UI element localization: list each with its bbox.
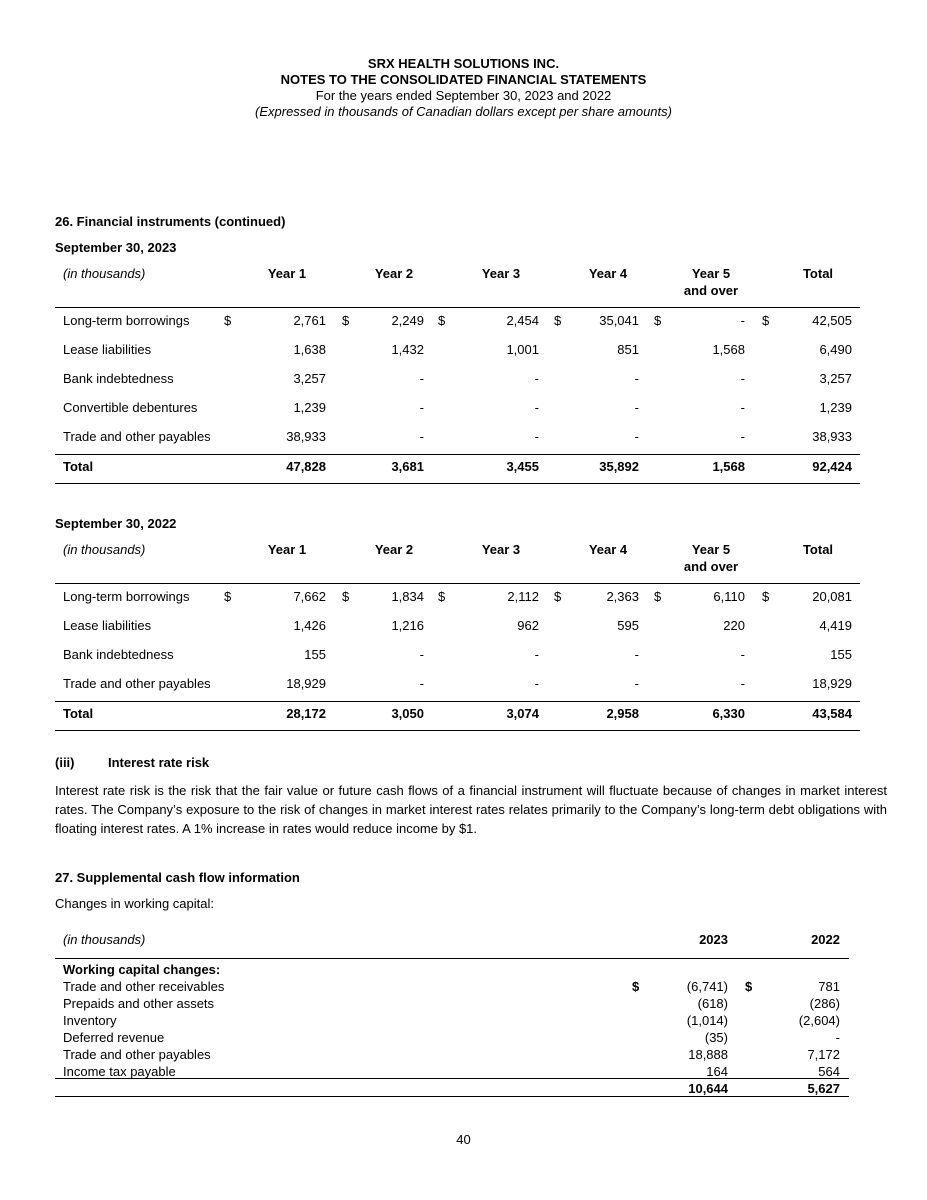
table-total-cell: 43,584: [812, 706, 852, 721]
wc-subheading: Working capital changes:: [63, 962, 221, 977]
table-cell: -: [534, 371, 539, 386]
interest-risk-heading: Interest rate risk: [108, 755, 210, 770]
table-cell: -: [634, 400, 639, 415]
table-row-label: Lease liabilities: [63, 618, 152, 633]
table-row-label: Convertible debentures: [63, 400, 198, 415]
table-cell: -: [534, 647, 539, 662]
note-26-heading: 26. Financial instruments (continued): [55, 214, 286, 229]
wc-value-2022: 7,172: [807, 1047, 840, 1062]
table-cell: 35,041: [599, 313, 639, 328]
table-total-label: Total: [63, 459, 94, 474]
table-row-label: Long-term borrowings: [63, 313, 190, 328]
column-header-sub: and over: [683, 283, 739, 298]
table-cell: 1,834: [391, 589, 424, 604]
column-header: Year 3: [481, 542, 521, 557]
wc-unit-label: (in thousands): [63, 932, 146, 947]
wc-col-2022: 2022: [811, 932, 840, 947]
dollar-sign: $: [654, 313, 662, 328]
table-cell: 1,239: [819, 400, 852, 415]
table-cell: -: [534, 429, 539, 444]
table-cell: 4,419: [819, 618, 852, 633]
table-cell: 3,257: [293, 371, 326, 386]
wc-value-2022: -: [835, 1030, 840, 1045]
interest-risk-marker: (iii): [55, 755, 75, 770]
table-cell: -: [634, 371, 639, 386]
table-cell: 1,426: [293, 618, 326, 633]
table-total-cell: 3,074: [506, 706, 539, 721]
wc-header-rule: [55, 958, 849, 959]
column-header: Year 2: [374, 266, 414, 281]
wc-row-label: Deferred revenue: [63, 1030, 165, 1045]
note-27-heading: 27. Supplemental cash flow information: [55, 870, 300, 885]
wc-value-2022: (2,604): [798, 1013, 840, 1028]
table-total-rule-bottom: [55, 730, 860, 731]
table-total-label: Total: [63, 706, 94, 721]
table-cell: 38,933: [812, 429, 852, 444]
table-cell: -: [740, 313, 745, 328]
table-cell: 155: [304, 647, 326, 662]
table-cell: -: [740, 371, 745, 386]
table-cell: 1,216: [391, 618, 424, 633]
table-cell: 2,249: [391, 313, 424, 328]
dollar-sign: $: [554, 313, 562, 328]
interest-risk-paragraph: Interest rate risk is the risk that the fair value or future cash flows of a financial instrument will fluctuate because of changes in market interest rates. The Company’s exposure to the risk of changes in market interest rates relates primarily to the Company’s long-term debt obligations with floating interest rates. A 1% increase in rates would reduce income by $1.: [55, 783, 887, 836]
dollar-sign: $: [745, 979, 753, 994]
table-cell: -: [740, 429, 745, 444]
wc-row-label: Prepaids and other assets: [63, 996, 215, 1011]
table-cell: -: [419, 400, 424, 415]
dollar-sign: $: [762, 589, 770, 604]
dollar-sign: $: [654, 589, 662, 604]
table-cell: 1,001: [506, 342, 539, 357]
table-cell: 18,929: [812, 676, 852, 691]
table-date-label: September 30, 2023: [55, 240, 177, 255]
column-header-sub: and over: [683, 559, 739, 574]
table-total-cell: 1,568: [712, 459, 745, 474]
table-row-label: Trade and other payables: [63, 676, 211, 691]
table-row-label: Bank indebtedness: [63, 647, 174, 662]
table-date-label: September 30, 2022: [55, 516, 177, 531]
table-header-rule: [55, 583, 860, 584]
dollar-sign: $: [762, 313, 770, 328]
table-cell: 595: [617, 618, 639, 633]
table-cell: -: [740, 676, 745, 691]
column-header: Total: [802, 266, 834, 281]
working-capital-intro: Changes in working capital:: [55, 896, 214, 911]
table-total-rule-top: [55, 454, 860, 455]
dollar-sign: $: [224, 589, 232, 604]
dollar-sign: $: [632, 979, 640, 994]
table-cell: -: [419, 647, 424, 662]
table-cell: -: [419, 371, 424, 386]
table-cell: 20,081: [812, 589, 852, 604]
wc-value-2022: 564: [818, 1064, 840, 1079]
column-header: Year 3: [481, 266, 521, 281]
table-cell: -: [634, 429, 639, 444]
dollar-sign: $: [342, 589, 350, 604]
table-row-label: Long-term borrowings: [63, 589, 190, 604]
wc-value-2023: (618): [697, 996, 728, 1011]
table-row-label: Bank indebtedness: [63, 371, 174, 386]
table-total-cell: 3,681: [391, 459, 424, 474]
currency-basis: (Expressed in thousands of Canadian dollars except per share amounts): [255, 104, 672, 119]
table-cell: 6,490: [819, 342, 852, 357]
table-total-cell: 92,424: [812, 459, 852, 474]
table-total-cell: 2,958: [606, 706, 639, 721]
wc-value-2023: (1,014): [686, 1013, 728, 1028]
column-header: Total: [802, 542, 834, 557]
table-cell: -: [419, 676, 424, 691]
table-total-rule-bottom: [55, 483, 860, 484]
page-number: 40: [456, 1132, 471, 1147]
table-row-label: Trade and other payables: [63, 429, 211, 444]
wc-col-2023: 2023: [699, 932, 728, 947]
dollar-sign: $: [438, 313, 446, 328]
table-cell: 962: [517, 618, 539, 633]
table-cell: -: [634, 676, 639, 691]
column-header: Year 5: [691, 542, 731, 557]
table-cell: 1,638: [293, 342, 326, 357]
wc-value-2023: 18,888: [688, 1047, 728, 1062]
column-header: Year 4: [588, 542, 628, 557]
wc-total-rule-bottom: [55, 1096, 849, 1097]
wc-row-label: Inventory: [63, 1013, 117, 1028]
document-title: NOTES TO THE CONSOLIDATED FINANCIAL STATEMENTS: [280, 72, 647, 87]
table-cell: 7,662: [293, 589, 326, 604]
column-header: Year 1: [267, 266, 307, 281]
table-cell: 220: [723, 618, 745, 633]
wc-total-rule-top: [55, 1078, 849, 1079]
wc-total-2022: 5,627: [807, 1081, 840, 1096]
column-header: Year 2: [374, 542, 414, 557]
table-cell: 1,568: [712, 342, 745, 357]
table-cell: -: [534, 400, 539, 415]
dollar-sign: $: [438, 589, 446, 604]
company-name: SRX HEALTH SOLUTIONS INC.: [367, 56, 560, 71]
table-total-cell: 28,172: [286, 706, 326, 721]
table-cell: 1,239: [293, 400, 326, 415]
table-row-label: Lease liabilities: [63, 342, 152, 357]
wc-value-2023: (35): [704, 1030, 728, 1045]
table-cell: 42,505: [812, 313, 852, 328]
table-cell: 851: [617, 342, 639, 357]
table-header-rule: [55, 307, 860, 308]
table-cell: 18,929: [286, 676, 326, 691]
dollar-sign: $: [342, 313, 350, 328]
table-total-cell: 3,050: [391, 706, 424, 721]
table-total-cell: 6,330: [712, 706, 745, 721]
table-cell: 1,432: [391, 342, 424, 357]
table-cell: 2,454: [506, 313, 539, 328]
table-total-cell: 35,892: [599, 459, 639, 474]
table-cell: 2,761: [293, 313, 326, 328]
table-unit-label: (in thousands): [63, 266, 146, 281]
wc-row-label: Income tax payable: [63, 1064, 176, 1079]
wc-row-label: Trade and other payables: [63, 1047, 211, 1062]
table-cell: 155: [830, 647, 852, 662]
table-cell: -: [634, 647, 639, 662]
column-header: Year 4: [588, 266, 628, 281]
table-cell: 6,110: [713, 589, 745, 604]
table-cell: -: [534, 676, 539, 691]
column-header: Year 1: [267, 542, 307, 557]
table-cell: 2,363: [606, 589, 639, 604]
wc-value-2023: (6,741): [686, 979, 728, 994]
table-cell: 38,933: [286, 429, 326, 444]
dollar-sign: $: [224, 313, 232, 328]
table-unit-label: (in thousands): [63, 542, 146, 557]
table-cell: -: [740, 647, 745, 662]
table-cell: -: [419, 429, 424, 444]
wc-row-label: Trade and other receivables: [63, 979, 225, 994]
reporting-period: For the years ended September 30, 2023 and 2022: [315, 88, 612, 103]
wc-value-2022: (286): [809, 996, 840, 1011]
wc-value-2023: 164: [706, 1064, 728, 1079]
table-total-cell: 47,828: [286, 459, 326, 474]
wc-total-2023: 10,644: [688, 1081, 728, 1096]
dollar-sign: $: [554, 589, 562, 604]
column-header: Year 5: [691, 266, 731, 281]
table-total-cell: 3,455: [506, 459, 539, 474]
table-total-rule-top: [55, 701, 860, 702]
table-cell: 3,257: [819, 371, 852, 386]
wc-value-2022: 781: [818, 979, 840, 994]
table-cell: 2,112: [507, 589, 539, 604]
table-cell: -: [740, 400, 745, 415]
